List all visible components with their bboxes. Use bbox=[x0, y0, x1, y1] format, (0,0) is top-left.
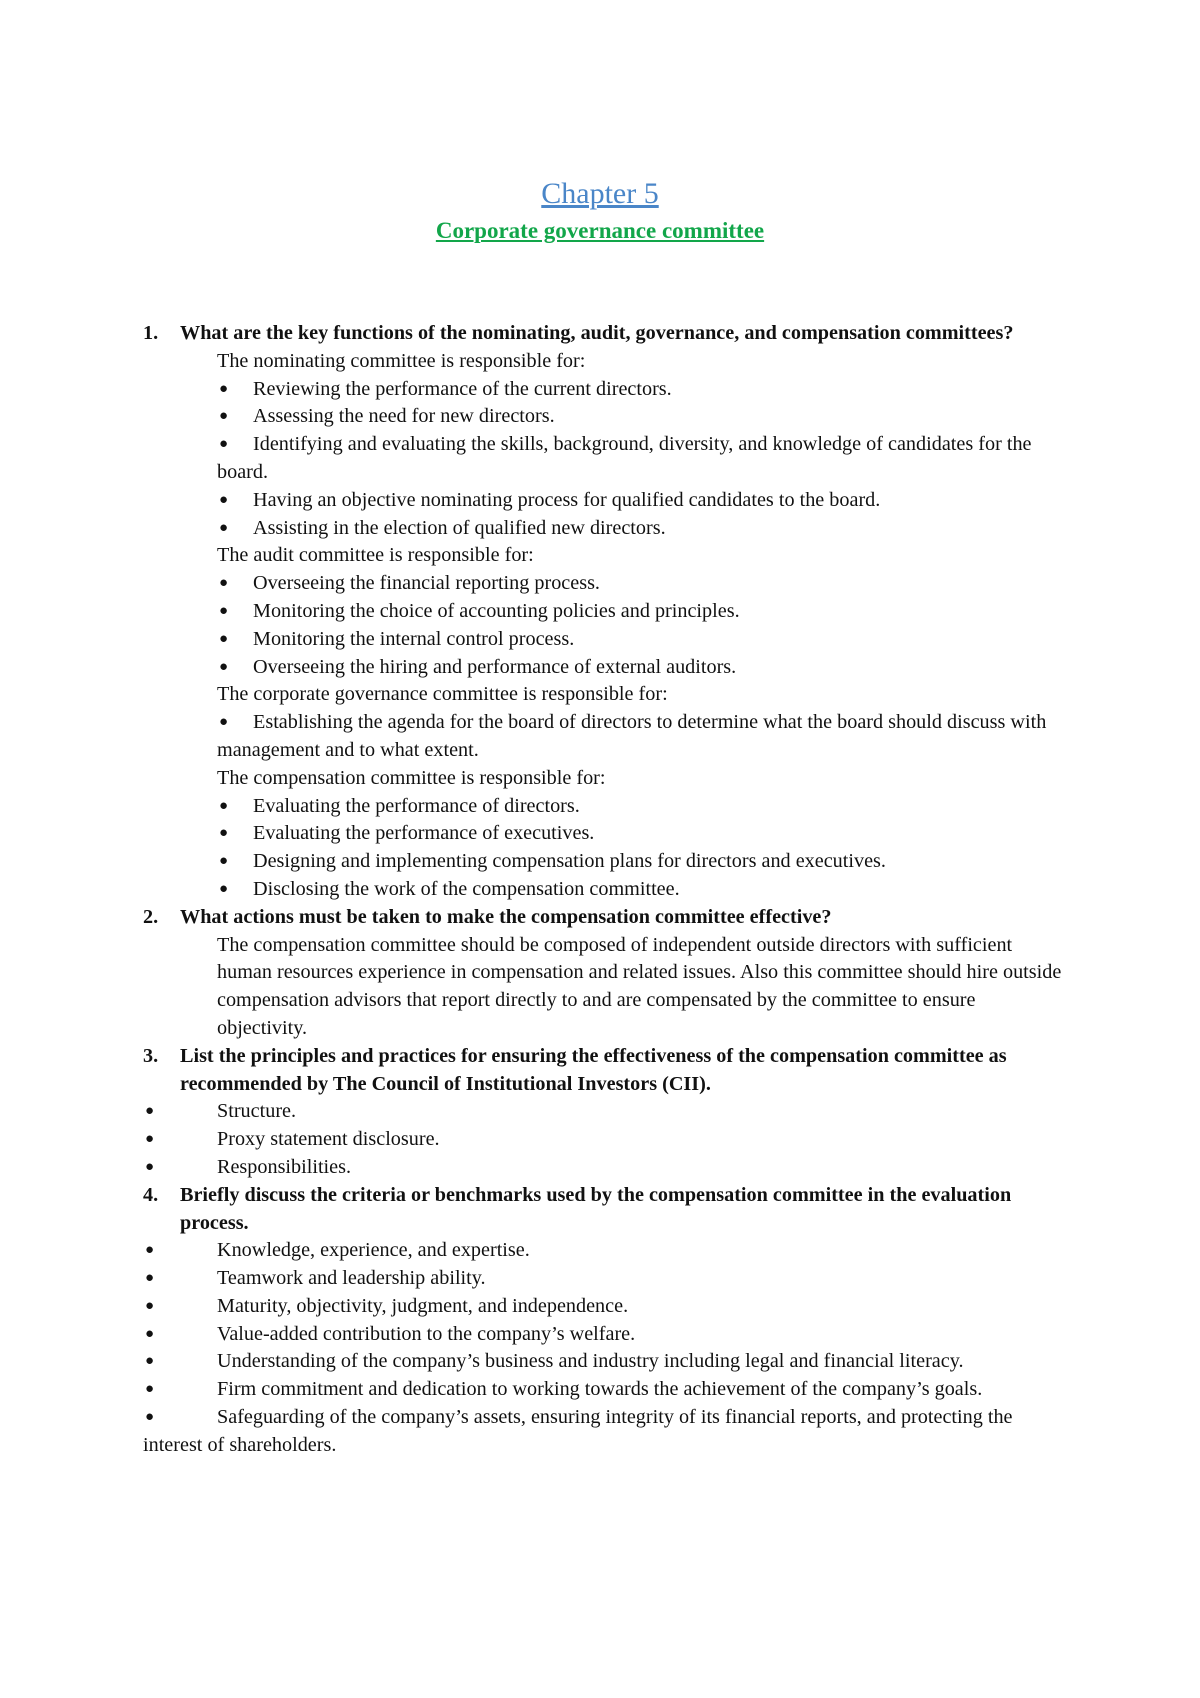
question-text: What actions must be taken to make the compensation committee effective? bbox=[180, 905, 832, 928]
bullet-icon: ● bbox=[145, 1270, 155, 1287]
list-item: ● Disclosing the work of the compensation committee. bbox=[143, 876, 1063, 904]
bullet-icon: ● bbox=[219, 880, 229, 897]
chapter-title: Chapter 5 bbox=[541, 177, 659, 210]
bullet-icon: ● bbox=[145, 1381, 155, 1398]
list-item: ● Safeguarding of the company’s assets, ensuring integrity of its financial reports, and protecting the interest of shareholders. bbox=[143, 1406, 1013, 1456]
section-intro: The nominating committee is responsible for: bbox=[217, 349, 586, 372]
bullet-icon: ● bbox=[219, 797, 229, 814]
list-item: ● Structure. bbox=[143, 1098, 1063, 1126]
bullet-icon: ● bbox=[219, 825, 229, 842]
bullet-icon: ● bbox=[219, 491, 229, 508]
bullet-icon: ● bbox=[145, 1409, 155, 1426]
bullet-icon: ● bbox=[219, 519, 229, 536]
list-item: ● Evaluating the performance of directors. bbox=[143, 793, 1063, 821]
list-item: ● Reviewing the performance of the current directors. bbox=[143, 376, 1063, 404]
list-item: ● Assessing the need for new directors. bbox=[143, 403, 1063, 431]
list-item: ● Identifying and evaluating the skills, background, diversity, and knowledge of candidates for the board. bbox=[217, 433, 1032, 483]
bullet-icon: ● bbox=[219, 436, 229, 453]
bullet-icon: ● bbox=[145, 1242, 155, 1259]
bullet-icon: ● bbox=[145, 1297, 155, 1314]
question-2 bbox=[143, 904, 1063, 932]
question-text: List the principles and practices for ensuring the effectiveness of the compensation committee as recommended by The Council of Institutional Investors (CII). bbox=[180, 1044, 1007, 1095]
list-item: ● Overseeing the hiring and performance of external auditors. bbox=[143, 654, 1063, 682]
list-item: ● Firm commitment and dedication to working towards the achievement of the company’s goals. bbox=[143, 1376, 1063, 1404]
bullet-icon: ● bbox=[145, 1325, 155, 1342]
answer-paragraph: The compensation committee should be composed of independent outside directors with sufficient human resources experience in compensation and related issues. Also this committee should hire outside compensation advisors that report directly to and are compensated by the committee to ensure objectivity. bbox=[217, 933, 1062, 1039]
bullet-icon: ● bbox=[219, 658, 229, 675]
question-3 bbox=[143, 1043, 1063, 1099]
list-item: ● Overseeing the financial reporting process. bbox=[143, 570, 1063, 598]
list-item: ● Having an objective nominating process for qualified candidates to the board. bbox=[143, 487, 1063, 515]
section-intro: The audit committee is responsible for: bbox=[217, 544, 534, 567]
bullet-icon: ● bbox=[145, 1131, 155, 1148]
bullet-icon: ● bbox=[145, 1103, 155, 1120]
question-text: What are the key functions of the nominating, audit, governance, and compensation committees? bbox=[180, 322, 1014, 344]
bullet-icon: ● bbox=[219, 714, 229, 731]
list-item: ● Proxy statement disclosure. bbox=[143, 1126, 1063, 1154]
question-number: 3. bbox=[143, 1044, 159, 1067]
section-intro: The corporate governance committee is responsible for: bbox=[217, 683, 668, 706]
question-1 bbox=[143, 320, 1063, 348]
chapter-subtitle: Corporate governance committee bbox=[435, 218, 765, 243]
list-item: ● Designing and implementing compensation plans for directors and executives. bbox=[143, 848, 1063, 876]
question-number: 2. bbox=[143, 905, 159, 928]
bullet-icon: ● bbox=[145, 1353, 155, 1370]
list-item: ● Maturity, objectivity, judgment, and independence. bbox=[143, 1293, 1063, 1321]
list-item: ● Responsibilities. bbox=[143, 1154, 1063, 1182]
question-number: 1. bbox=[143, 322, 159, 344]
question-4 bbox=[143, 1182, 1063, 1238]
list-item: ● Monitoring the choice of accounting policies and principles. bbox=[143, 598, 1063, 626]
bullet-icon: ● bbox=[219, 380, 229, 397]
bullet-icon: ● bbox=[219, 853, 229, 870]
section-intro: The compensation committee is responsible for: bbox=[217, 766, 606, 789]
document-body bbox=[143, 320, 1063, 1460]
list-item: ● Teamwork and leadership ability. bbox=[143, 1265, 1063, 1293]
bullet-icon: ● bbox=[219, 630, 229, 647]
list-item: ● Monitoring the internal control process. bbox=[143, 626, 1063, 654]
bullet-icon: ● bbox=[219, 575, 229, 592]
list-item: ● Understanding of the company’s business and industry including legal and financial literacy. bbox=[143, 1348, 1063, 1376]
question-text: Briefly discuss the criteria or benchmarks used by the compensation committee in the evaluation process. bbox=[180, 1183, 1012, 1234]
list-item: ● Evaluating the performance of executives. bbox=[143, 820, 1063, 848]
bullet-icon: ● bbox=[145, 1158, 155, 1175]
bullet-icon: ● bbox=[219, 602, 229, 619]
list-item: ● Establishing the agenda for the board of directors to determine what the board should discuss with management and to what extent. bbox=[217, 711, 1047, 761]
question-number: 4. bbox=[143, 1183, 159, 1206]
bullet-icon: ● bbox=[219, 408, 229, 425]
list-item: ● Value-added contribution to the company’s welfare. bbox=[143, 1321, 1063, 1349]
list-item: ● Knowledge, experience, and expertise. bbox=[143, 1237, 1063, 1265]
list-item: ● Assisting in the election of qualified new directors. bbox=[143, 515, 1063, 543]
